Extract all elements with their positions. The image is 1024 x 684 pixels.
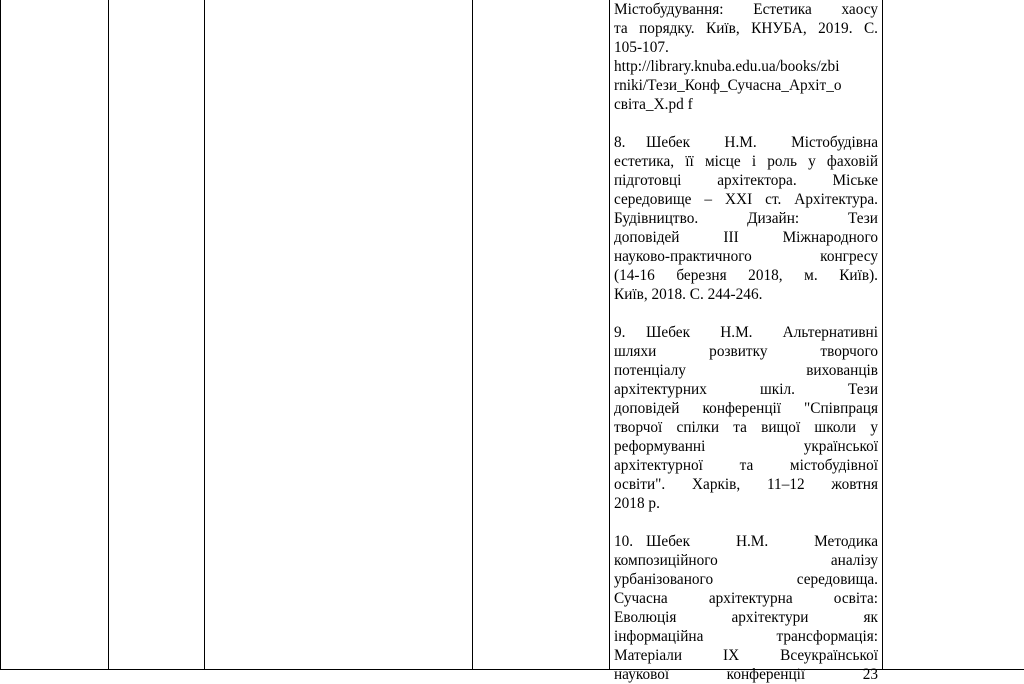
reference-line: інформаційна трансформація: [614, 627, 878, 646]
reference-line: доповідей III Міжнародного [614, 228, 878, 247]
reference-line: Матеріали IX Всеукраїнської [614, 646, 878, 665]
reference-line: Еволюція архітектури як [614, 608, 878, 627]
reference-first-line [614, 133, 878, 152]
reference-line: освіти". Харків, 11–12 жовтня [614, 475, 878, 494]
table-cell-1 [1, 0, 109, 670]
reference-line: 2018 р. [614, 494, 878, 513]
reference-line: 105-107. [614, 38, 878, 57]
reference-line: Містобудування: Естетика хаосу [614, 0, 878, 19]
reference-line: реформуванні української [614, 437, 878, 456]
reference-url-line: світа_X.pd f [614, 95, 878, 114]
reference-line: естетика, її місце і роль у фаховій [614, 152, 878, 171]
reference-8 [614, 133, 878, 304]
reference-line: (14-16 березня 2018, м. Київ). [614, 266, 878, 285]
reference-number: 9. [614, 323, 646, 342]
reference-line: підготовці архітектора. Міське [614, 171, 878, 190]
reference-line: Шебек Н.М. Містобудівна [646, 133, 878, 152]
reference-line: композиційного аналізу [614, 551, 878, 570]
reference-first-line [614, 323, 878, 342]
reference-url-line: rniki/Тези_Конф_Сучасна_Архіт_о [614, 76, 878, 95]
reference-line: доповідей конференції "Співпраця [614, 399, 878, 418]
reference-line: урбанізованого середовища. [614, 570, 878, 589]
table-cell-3 [205, 0, 473, 670]
reference-url-line: http://library.knuba.edu.ua/books/zbi [614, 57, 878, 76]
reference-line: Шебек Н.М. Методика [646, 532, 878, 551]
publications-list [614, 0, 878, 684]
reference-line: науково-практичного конгресу [614, 247, 878, 266]
reference-10 [614, 532, 878, 684]
reference-first-line [614, 532, 878, 551]
reference-number: 10. [614, 532, 646, 551]
reference-number: 8. [614, 133, 646, 152]
reference-line: та порядку. Київ, КНУБА, 2019. С. [614, 19, 878, 38]
reference-line: творчої спілки та вищої школи у [614, 418, 878, 437]
reference-line: Сучасна архітектурна освіта: [614, 589, 878, 608]
reference-line: архітектурних шкіл. Тези [614, 380, 878, 399]
reference-line: архітектурної та містобудівної [614, 456, 878, 475]
reference-line: Шебек Н.М. Альтернативні [646, 323, 878, 342]
table-cell-2 [109, 0, 205, 670]
reference-9 [614, 323, 878, 513]
table-cell-4 [473, 0, 610, 670]
table-cell-6 [883, 0, 1024, 670]
reference-7-continuation [614, 0, 878, 114]
reference-line: наукової конференції 23 [614, 665, 878, 684]
reference-line: Київ, 2018. С. 244-246. [614, 285, 878, 304]
reference-line: Будівництво. Дизайн: Тези [614, 209, 878, 228]
reference-line: потенціалу вихованців [614, 361, 878, 380]
reference-line: середовище – XXI ст. Архітектура. [614, 190, 878, 209]
reference-line: шляхи розвитку творчого [614, 342, 878, 361]
